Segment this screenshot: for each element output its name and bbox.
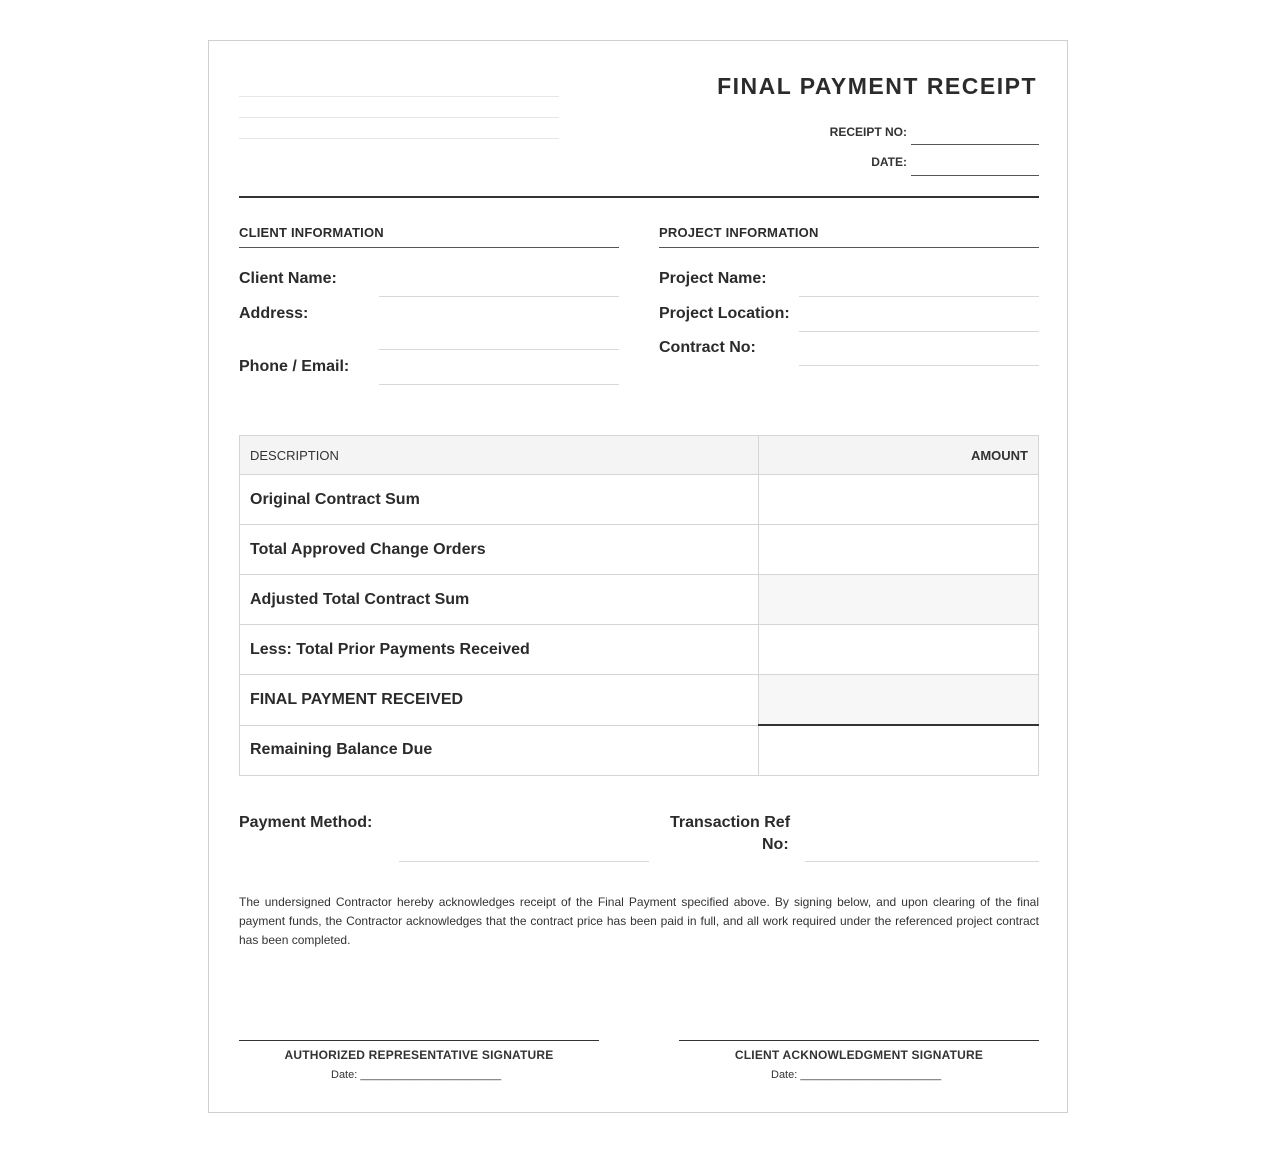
project-heading-rule bbox=[659, 247, 1039, 248]
table-row bbox=[240, 475, 1039, 525]
description-header: DESCRIPTION bbox=[240, 436, 759, 475]
amount-header: AMOUNT bbox=[759, 436, 1039, 475]
company-line-2 bbox=[239, 117, 559, 118]
authorized-date-row bbox=[331, 1069, 501, 1081]
row-description: FINAL PAYMENT RECEIVED bbox=[240, 675, 759, 726]
header-divider bbox=[239, 196, 1039, 198]
receipt-page bbox=[208, 40, 1068, 1113]
client-heading-rule bbox=[239, 247, 619, 248]
client-info-heading: CLIENT INFORMATION bbox=[239, 225, 384, 240]
row-description: Adjusted Total Contract Sum bbox=[240, 575, 759, 625]
client-signature-label: CLIENT ACKNOWLEDGMENT SIGNATURE bbox=[734, 1048, 984, 1062]
receipt-no-field[interactable] bbox=[911, 144, 1039, 145]
authorized-signature-line[interactable] bbox=[239, 1040, 599, 1041]
payment-summary-table bbox=[239, 435, 1039, 776]
row-amount[interactable] bbox=[759, 625, 1039, 675]
payment-method-label: Payment Method: bbox=[239, 814, 373, 831]
row-description: Total Approved Change Orders bbox=[240, 525, 759, 575]
client-name-field[interactable] bbox=[379, 296, 619, 297]
date-label: DATE: bbox=[871, 155, 907, 169]
phone-email-field[interactable] bbox=[379, 384, 619, 385]
client-date-label: Date: bbox=[771, 1069, 798, 1081]
row-amount[interactable] bbox=[759, 725, 1039, 776]
row-description: Remaining Balance Due bbox=[240, 725, 759, 776]
contract-no-label: Contract No: bbox=[659, 339, 756, 356]
table-header-row bbox=[240, 436, 1039, 475]
row-amount[interactable] bbox=[759, 575, 1039, 625]
document-title: FINAL PAYMENT RECEIPT bbox=[717, 73, 1037, 99]
authorized-date-label: Date: bbox=[331, 1069, 358, 1081]
payment-method-field[interactable] bbox=[399, 861, 649, 862]
project-location-label: Project Location: bbox=[659, 305, 790, 322]
acknowledgment-text: The undersigned Contractor hereby acknowledges receipt of the Final Payment specified above. By signing below, and upon clearing of the final payment funds, the Contractor acknowledges that the contract price has been paid in full, and all work required under the referenced project contract has been completed. bbox=[239, 895, 1039, 947]
table-row bbox=[240, 575, 1039, 625]
client-signature-line[interactable] bbox=[679, 1040, 1039, 1041]
client-name-label: Client Name: bbox=[239, 270, 337, 287]
address-label: Address: bbox=[239, 305, 309, 322]
contract-no-field[interactable] bbox=[799, 365, 1039, 366]
authorized-date-field[interactable]: _______________________ bbox=[360, 1069, 502, 1081]
row-description: Less: Total Prior Payments Received bbox=[240, 625, 759, 675]
row-amount[interactable] bbox=[759, 525, 1039, 575]
date-field[interactable] bbox=[911, 175, 1039, 176]
table-row bbox=[240, 625, 1039, 675]
company-line-1 bbox=[239, 96, 559, 97]
receipt-no-label: RECEIPT NO: bbox=[829, 125, 907, 139]
project-location-field[interactable] bbox=[799, 331, 1039, 332]
table-row bbox=[240, 525, 1039, 575]
table-row bbox=[240, 725, 1039, 776]
phone-email-label: Phone / Email: bbox=[239, 358, 350, 375]
client-date-field[interactable]: _______________________ bbox=[800, 1069, 942, 1081]
authorized-signature-label: AUTHORIZED REPRESENTATIVE SIGNATURE bbox=[284, 1048, 554, 1062]
address-field[interactable] bbox=[379, 349, 619, 350]
project-name-label: Project Name: bbox=[659, 270, 767, 287]
row-amount[interactable] bbox=[759, 475, 1039, 525]
client-date-row bbox=[771, 1069, 941, 1081]
company-line-3 bbox=[239, 138, 559, 139]
row-amount[interactable] bbox=[759, 675, 1039, 726]
project-info-heading: PROJECT INFORMATION bbox=[659, 225, 819, 240]
row-description: Original Contract Sum bbox=[240, 475, 759, 525]
transaction-ref-label-line2: No: bbox=[762, 836, 789, 853]
table-row bbox=[240, 675, 1039, 726]
transaction-ref-label-line1: Transaction Ref bbox=[670, 814, 791, 831]
transaction-ref-field[interactable] bbox=[805, 861, 1039, 862]
project-name-field[interactable] bbox=[799, 296, 1039, 297]
